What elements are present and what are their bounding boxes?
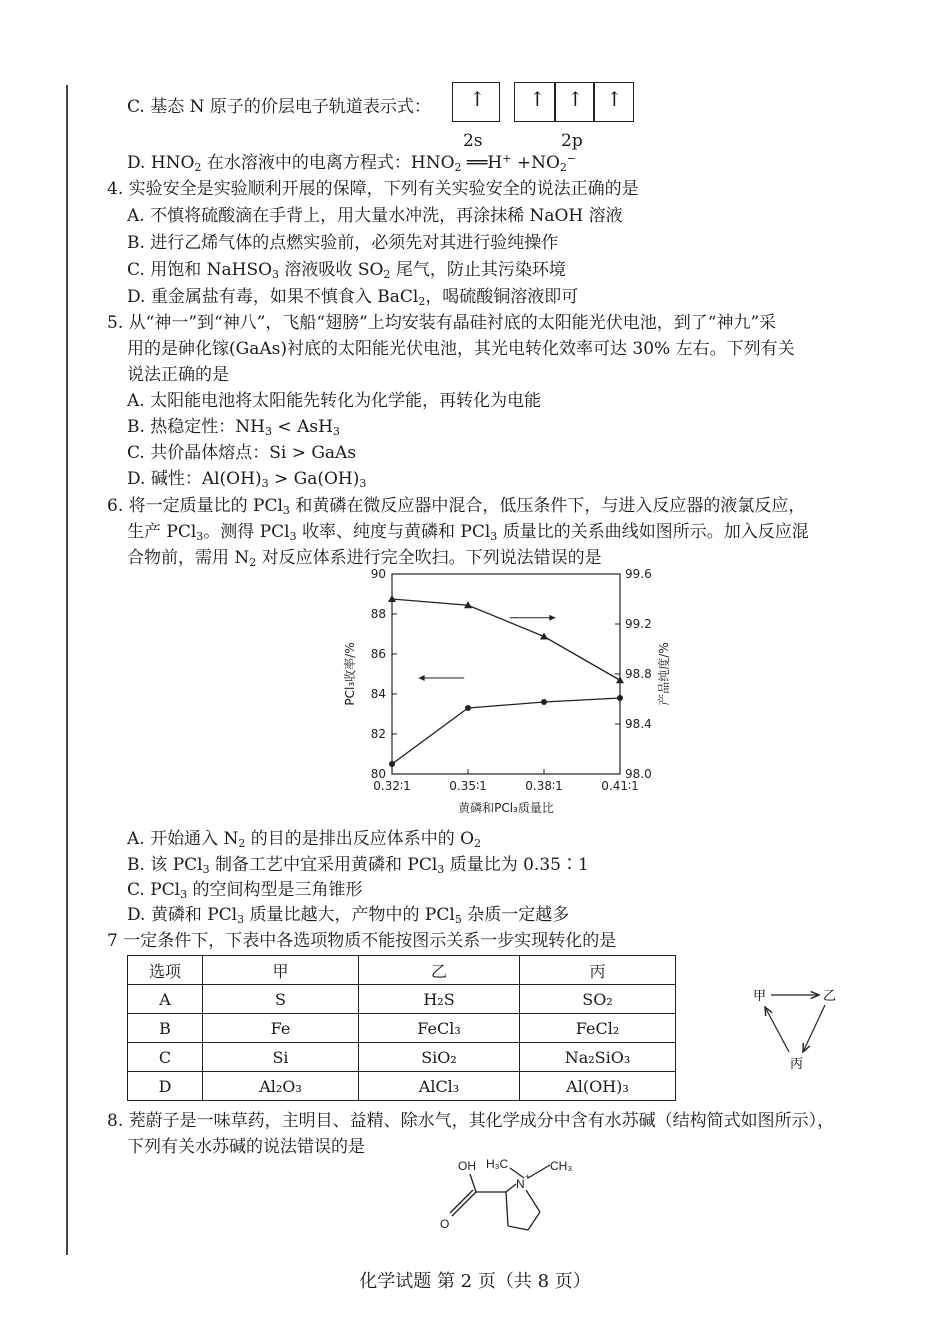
- up-arrow-icon: ↑: [567, 87, 584, 111]
- structure-label-h3c: H₃C: [486, 1157, 509, 1171]
- q3-option-c: C. 基态 N 原子的价层电子轨道表示式：: [127, 97, 431, 117]
- orbital-2p-box: [514, 82, 634, 122]
- table-cell: FeCl₃: [359, 1014, 520, 1043]
- series-point-circle: [541, 699, 547, 705]
- q5-option-d: D. 碱性：$Al(OH)_3 > Ga(OH)_3$: [127, 469, 367, 490]
- table-cell: C: [128, 1043, 203, 1072]
- conversion-triangle-diagram: [745, 980, 845, 1075]
- table-row: [128, 985, 676, 1014]
- right-axis-indicator-arrowhead: [549, 615, 555, 621]
- table-cell: Al(OH)₃: [520, 1072, 676, 1101]
- chart-right-axis-label: 产品纯度/%: [657, 642, 671, 706]
- left-axis-tick-label: 90: [370, 567, 386, 581]
- chart-x-axis-label: 黄磷和PCl₃质量比: [458, 801, 554, 815]
- structure-label-n: N: [516, 1177, 525, 1191]
- left-axis-indicator-arrowhead: [419, 675, 425, 681]
- page-footer: 化学试题 第 2 页（共 8 页）: [359, 1271, 591, 1292]
- series-point-circle: [389, 761, 395, 767]
- right-axis-tick-label: 99.6: [625, 567, 652, 581]
- stachydrine-structure: [440, 1150, 610, 1235]
- left-axis-tick-label: 86: [370, 647, 386, 661]
- right-axis-tick-label: 98.0: [625, 767, 652, 781]
- up-arrow-icon: ↑: [606, 87, 623, 111]
- table-cell: Al₂O₃: [203, 1072, 359, 1101]
- table-cell: Na₂SiO₃: [520, 1043, 676, 1072]
- arrow-bing-to-jia: [765, 1007, 789, 1052]
- table-cell: H₂S: [359, 985, 520, 1014]
- left-axis-tick-label: 84: [370, 687, 386, 701]
- q4-stem: 4. 实验安全是实验顺利开展的保障，下列有关实验安全的说法正确的是: [107, 179, 639, 199]
- table-header-cell: 乙: [359, 956, 520, 985]
- diagram-label-jia: 甲: [753, 989, 767, 1004]
- series-point-triangle: [616, 676, 624, 683]
- x-axis-tick-label: 0.41∶1: [601, 779, 639, 793]
- q5-option-b: B. 热稳定性：$NH_3 < AsH_3$: [127, 417, 340, 438]
- table-header-row: [128, 956, 676, 985]
- q6-stem-line1: 6. 将一定质量比的 PCl$_3$ 和黄磷在微反应器中混合，低压条件下，与进入反应器的液氯反应，: [107, 496, 806, 517]
- x-axis-tick-label: 0.35∶1: [449, 779, 487, 793]
- structure-label-o: O: [440, 1217, 450, 1231]
- diagram-label-yi: 乙: [823, 989, 837, 1004]
- structure-label-plus: +: [525, 1172, 531, 1182]
- table-header-cell: 选项: [128, 956, 203, 985]
- table-header-cell: 甲: [203, 956, 359, 985]
- q7-stem: 7 一定条件下，下表中各选项物质不能按图示关系一步实现转化的是: [107, 931, 617, 951]
- right-axis-tick-label: 99.2: [625, 617, 652, 631]
- structure-label-oh: OH: [458, 1159, 476, 1173]
- orbital-label-2p: 2p: [561, 131, 583, 151]
- q6-stem-line2: 生产 PCl$_3$。测得 PCl$_3$ 收率、纯度与黄磷和 PCl$_3$ 质量比的关系曲线如图所示。加入反应混: [127, 522, 809, 543]
- table-header-cell: 丙: [520, 956, 676, 985]
- table-cell: FeCl₂: [520, 1014, 676, 1043]
- table-cell: Si: [203, 1043, 359, 1072]
- q4-option-a: A. 不慎将硫酸滴在手背上，用大量水冲洗，再涂抹稀 NaOH 溶液: [127, 206, 623, 226]
- q6-option-a: A. 开始通入 $N_2$ 的目的是排出反应体系中的 $O_2$: [127, 829, 482, 850]
- table-row: [128, 1072, 676, 1101]
- chart-left-axis-label: PCl₃收率/%: [343, 642, 357, 706]
- q6-option-b: B. 该 PCl$_3$ 制备工艺中宜采用黄磷和 PCl$_3$ 质量比为 0.35∶1: [127, 855, 589, 876]
- table-row: [128, 1043, 676, 1072]
- q6-option-d: D. 黄磷和 PCl$_3$ 质量比越大，产物中的 PCl$_5$ 杂质一定越多: [127, 905, 570, 926]
- q3-option-d: D. $HNO_2$ 在水溶液中的电离方程式：$HNO_2$ ══H+ $+NO_2^-$: [127, 152, 577, 174]
- q4-option-b: B. 进行乙烯气体的点燃实验前，必须先对其进行验纯操作: [127, 233, 559, 253]
- x-axis-tick-label: 0.32∶1: [373, 779, 411, 793]
- table-cell: Fe: [203, 1014, 359, 1043]
- left-axis-tick-label: 88: [370, 607, 386, 621]
- table-cell: S: [203, 985, 359, 1014]
- q5-stem-line2: 用的是砷化镓(GaAs)衬底的太阳能光伏电池，其光电转化效率可达 30% 左右。下列有关: [127, 339, 795, 359]
- up-arrow-icon: ↑: [469, 87, 486, 111]
- q4-option-c: C. 用饱和 NaHSO$_3$ 溶液吸收 $SO_2$ 尾气，防止其污染环境: [127, 260, 566, 281]
- chart-plot-frame: [392, 574, 620, 774]
- table-cell: B: [128, 1014, 203, 1043]
- series-point-circle: [465, 705, 471, 711]
- q5-option-a: A. 太阳能电池将太阳能先转化为化学能，再转化为电能: [127, 391, 542, 411]
- q5-option-c: C. 共价晶体熔点：Si > GaAs: [127, 443, 357, 463]
- table-cell: A: [128, 985, 203, 1014]
- structure-label-ch3: CH₃: [550, 1159, 573, 1173]
- series-point-circle: [617, 695, 623, 701]
- q5-stem-line3: 说法正确的是: [127, 365, 229, 385]
- series-line-right: [392, 599, 620, 680]
- diagram-label-bing: 丙: [790, 1057, 804, 1072]
- left-margin-rule: [66, 85, 68, 1255]
- table-row: [128, 1014, 676, 1043]
- arrow-yi-to-bing: [803, 1005, 825, 1052]
- table-cell: D: [128, 1072, 203, 1101]
- left-axis-tick-label: 82: [370, 727, 386, 741]
- q6-option-c: C. PCl$_3$ 的空间构型是三角锥形: [127, 880, 363, 901]
- orbital-2s-box: [452, 82, 500, 122]
- q4-option-d: D. 重金属盐有毒，如果不慎食入 BaCl$_2$，喝硫酸铜溶液即可: [127, 287, 579, 308]
- left-axis-tick-label: 80: [370, 767, 386, 781]
- right-axis-tick-label: 98.4: [625, 717, 652, 731]
- orbital-label-2s: 2s: [463, 131, 483, 151]
- up-arrow-icon: ↑: [529, 87, 546, 111]
- q7-options-table: [127, 955, 676, 1101]
- table-cell: SiO₂: [359, 1043, 520, 1072]
- pcl3-yield-purity-chart: [330, 562, 690, 824]
- q8-stem-line2: 下列有关水苏碱的说法错误的是: [127, 1137, 365, 1157]
- table-cell: AlCl₃: [359, 1072, 520, 1101]
- q6-stem-line3: 合物前，需用 $N_2$ 对反应体系进行完全吹扫。下列说法错误的是: [127, 548, 602, 569]
- right-axis-tick-label: 98.8: [625, 667, 652, 681]
- series-point-triangle: [388, 595, 396, 602]
- q8-stem-line1: 8. 茺蔚子是一味草药，主明目、益精、除水气，其化学成分中含有水苏碱（结构简式如图所示），: [107, 1111, 835, 1131]
- table-cell: SO₂: [520, 985, 676, 1014]
- series-line-left: [392, 698, 620, 764]
- x-axis-tick-label: 0.38∶1: [525, 779, 563, 793]
- q5-stem-line1: 5. 从“神一”到“神八”，飞船“翅膀”上均安装有晶硅衬底的太阳能光伏电池，到了“神九”采: [107, 313, 777, 333]
